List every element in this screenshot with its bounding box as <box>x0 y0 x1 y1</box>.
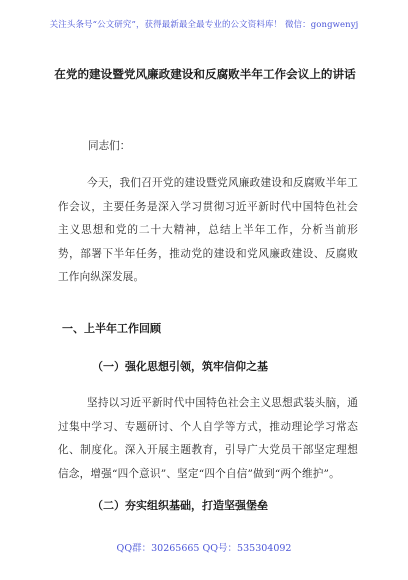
subsection-heading-1: （一）强化思想引领，筑牢信仰之基 <box>92 360 268 373</box>
subsection-1-paragraph: 坚持以习近平新时代中国特色社会主义思想武装头脑，通过集中学习、专题研讨、个人自学等方式，推动理论学习常态化、制度化。深入开展主题教育，引导广大党员干部坚定理想信念，增强“四个意识”、坚定“四个自信”做到“两个维护”。 <box>58 397 358 480</box>
document-title: 在党的建设暨党风廉政建设和反腐败半年工作会议上的讲话 <box>54 67 356 81</box>
header-banner: 关注头条号“公文研究”，获得最新最全最专业的公文资料库！ 微信：gongwenyj <box>49 20 359 30</box>
salutation: 同志们： <box>88 140 131 152</box>
intro-paragraph: 今天，我们召开党的建设暨党风廉政建设和反腐败半年工作会议，主要任务是深入学习贯彻习近平新时代中国特色社会主义思想和党的二十大精神，总结上半年工作，分析当前形势，部署下半年任务，推动党的建设和党风廉政建设、反腐败工作向纵深发展。 <box>58 177 358 283</box>
footer-contact-banner: QQ群：30265665 QQ号：535304092 <box>116 543 292 554</box>
subsection-heading-2: （二）夯实组织基础，打造坚强堡垒 <box>92 499 268 512</box>
section-heading: 一、上半年工作回顾 <box>62 322 161 335</box>
